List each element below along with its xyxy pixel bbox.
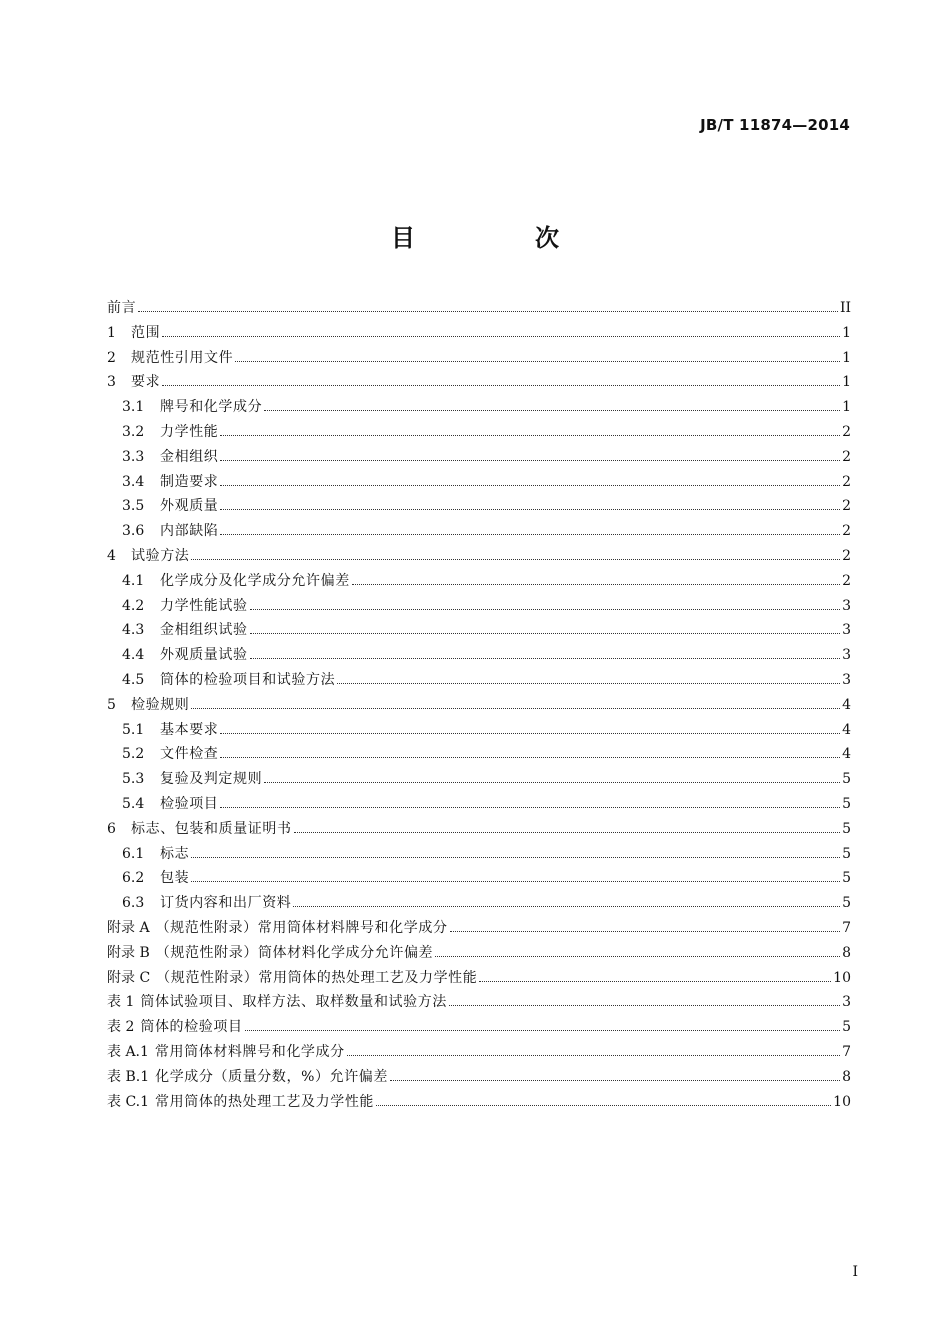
toc-entry-number: 附录 B	[107, 944, 150, 961]
toc-entry-number: 4.3	[122, 622, 145, 639]
dot-leader	[294, 831, 840, 833]
toc-entry-page: 5	[842, 820, 851, 837]
toc-entry[interactable]	[107, 866, 851, 891]
toc-entry-number: 5.1	[122, 721, 145, 738]
toc-entry-page: 3	[842, 622, 851, 639]
toc-entry-title: 检验规则	[131, 696, 190, 713]
toc-entry-number: 4.5	[122, 671, 145, 688]
dot-leader	[220, 434, 840, 436]
toc-entry-page: 5	[842, 771, 851, 788]
toc-entry-page: 2	[842, 498, 851, 515]
dot-leader	[191, 880, 840, 882]
toc-entry-number: 附录 A	[107, 919, 150, 936]
toc-entry-title: 复验及判定规则	[160, 771, 263, 788]
toc-entry-page: 4	[842, 721, 851, 738]
toc-entry-title: 常用筒体材料牌号和化学成分	[154, 1043, 345, 1060]
toc-entry-page: 3	[842, 671, 851, 688]
toc-entry-title: 订货内容和出厂资料	[160, 895, 292, 912]
toc-entry[interactable]	[107, 941, 851, 966]
toc-entry-title: 包装	[160, 870, 190, 887]
toc-entry-title: 前言	[107, 300, 137, 316]
toc-entry-title: 检验项目	[160, 795, 219, 812]
toc-entry-number: 3.4	[122, 473, 145, 490]
toc-entry-number: 表 A.1	[107, 1043, 149, 1060]
dot-leader	[220, 508, 840, 510]
toc-entry-title: 范围	[131, 324, 161, 341]
toc-entry-page: 1	[842, 324, 851, 341]
dot-leader	[250, 657, 840, 659]
dot-leader	[264, 781, 840, 783]
toc-entry-page: 7	[842, 919, 851, 936]
toc-entry-page: 5	[842, 845, 851, 862]
toc-entry[interactable]	[107, 519, 851, 544]
toc-entry-title: 基本要求	[160, 721, 219, 738]
dot-leader	[293, 905, 840, 907]
toc-entry-title: 常用筒体的热处理工艺及力学性能	[155, 1093, 375, 1110]
toc-entry-number: 表 C.1	[107, 1093, 150, 1110]
toc-entry-title: 金相组织试验	[160, 622, 248, 639]
toc-entry[interactable]	[107, 321, 851, 346]
toc-entry-page: 4	[842, 746, 851, 763]
toc-entry[interactable]	[107, 395, 851, 420]
toc-entry-number: 3.3	[122, 448, 145, 465]
toc-entry[interactable]	[107, 296, 851, 321]
toc-entry-title: 制造要求	[160, 473, 219, 490]
toc-entry-page: 5	[842, 795, 851, 812]
dot-leader	[220, 459, 840, 461]
toc-entry-title: 文件检查	[160, 746, 219, 763]
dot-leader	[220, 484, 840, 486]
toc-entry-page: 2	[842, 572, 851, 589]
dot-leader	[191, 707, 840, 709]
toc-entry-title: 力学性能	[160, 423, 219, 440]
toc-entry-page: 3	[842, 597, 851, 614]
toc-entry-number: 3	[107, 374, 116, 391]
toc-entry-number: 6.3	[122, 895, 145, 912]
toc-entry-title: 外观质量试验	[160, 647, 248, 664]
toc-entry-number: 3.2	[122, 423, 145, 440]
toc-entry-title: 标志	[160, 845, 190, 862]
toc-entry-number: 3.6	[122, 523, 145, 540]
toc-entry-page: 2	[842, 423, 851, 440]
toc-entry[interactable]	[107, 1015, 851, 1040]
dot-leader	[138, 310, 838, 312]
toc-entry-title: 外观质量	[160, 498, 219, 515]
toc-entry-number: 3.5	[122, 498, 145, 515]
toc-entry-number: 5.4	[122, 795, 145, 812]
toc-entry-page: 2	[842, 448, 851, 465]
toc-entry-page: 5	[842, 1019, 851, 1036]
toc-entry-title: （规范性附录）筒体材料化学成分允许偏差	[155, 944, 434, 961]
toc-entry-title: 筒体试验项目、取样方法、取样数量和试验方法	[140, 994, 447, 1011]
toc-entry[interactable]	[107, 966, 851, 991]
dot-leader	[390, 1079, 840, 1081]
toc-entry[interactable]	[107, 767, 851, 792]
toc-entry-title: 要求	[131, 374, 161, 391]
toc-entry-title: 内部缺陷	[160, 523, 219, 540]
toc-entry[interactable]	[107, 1065, 851, 1090]
toc-entry[interactable]	[107, 842, 851, 867]
toc-entry[interactable]	[107, 1090, 851, 1115]
dot-leader	[220, 732, 840, 734]
toc-entry-number: 3.1	[122, 399, 145, 416]
toc-entry-number: 4.2	[122, 597, 145, 614]
toc-entry-number: 表 2	[107, 1019, 135, 1036]
toc-entry-number: 6.2	[122, 870, 145, 887]
toc-entry[interactable]	[107, 594, 851, 619]
dot-leader	[435, 955, 840, 957]
toc-entry[interactable]	[107, 916, 851, 941]
toc-entry-title: （规范性附录）常用筒体的热处理工艺及力学性能	[156, 969, 478, 986]
toc-entry[interactable]	[107, 618, 851, 643]
toc-title: 目 次	[391, 223, 607, 252]
toc-entry-page: 2	[842, 523, 851, 540]
toc-entry-title: 金相组织	[160, 448, 219, 465]
toc-entry-page: 1	[842, 374, 851, 391]
toc-entry-title: 化学成分及化学成分允许偏差	[160, 572, 350, 589]
dot-leader	[347, 1054, 840, 1056]
toc-entry-page: 2	[842, 473, 851, 490]
dot-leader	[250, 632, 840, 634]
toc-entry-title: 规范性引用文件	[131, 349, 234, 366]
toc-entry-number: 表 B.1	[107, 1068, 150, 1085]
toc-entry-number: 4.4	[122, 647, 145, 664]
dot-leader	[450, 930, 841, 932]
toc-entry-number: 5.2	[122, 746, 145, 763]
dot-leader	[191, 856, 840, 858]
toc-entry[interactable]	[107, 569, 851, 594]
dot-leader	[352, 583, 840, 585]
dot-leader	[162, 335, 840, 337]
dot-leader	[245, 1029, 841, 1031]
toc-entry-number: 4	[107, 547, 116, 564]
toc-entry-title: 标志、包装和质量证明书	[131, 820, 292, 837]
dot-leader	[250, 608, 840, 610]
toc-entry-number: 1	[107, 324, 116, 341]
toc-entry-title: 力学性能试验	[160, 597, 248, 614]
toc-entry-page: II	[839, 300, 851, 316]
toc-entry[interactable]	[107, 817, 851, 842]
dot-leader	[162, 384, 840, 386]
dot-leader	[337, 682, 840, 684]
toc-entry[interactable]	[107, 420, 851, 445]
toc-entry-page: 7	[842, 1043, 851, 1060]
toc-entry-number: 5.3	[122, 771, 145, 788]
toc-entry-number: 6.1	[122, 845, 145, 862]
dot-leader	[376, 1104, 831, 1106]
toc-entry-page: 4	[842, 696, 851, 713]
document-code: JB/T 11874—2014	[700, 116, 850, 134]
toc-entry[interactable]	[107, 742, 851, 767]
toc-entry-number: 表 1	[107, 994, 135, 1011]
toc-entry[interactable]	[107, 792, 851, 817]
toc-entry-page: 5	[842, 895, 851, 912]
toc-entry-page: 8	[842, 944, 851, 961]
toc-entry-title: 筒体的检验项目和试验方法	[160, 671, 336, 688]
toc-entry[interactable]	[107, 445, 851, 470]
toc-entry[interactable]	[107, 346, 851, 371]
toc-entry-page: 5	[842, 870, 851, 887]
toc-entry-page: 2	[842, 547, 851, 564]
dot-leader	[220, 756, 840, 758]
toc-entry[interactable]	[107, 693, 851, 718]
dot-leader	[235, 360, 840, 362]
toc-entry[interactable]	[107, 990, 851, 1015]
dot-leader	[479, 980, 831, 982]
toc-entry-page: 1	[842, 399, 851, 416]
toc-entry[interactable]	[107, 470, 851, 495]
toc-entry[interactable]	[107, 891, 851, 916]
toc-entry-page: 3	[842, 647, 851, 664]
toc-entry-title: （规范性附录）常用筒体材料牌号和化学成分	[155, 919, 448, 936]
dot-leader	[449, 1004, 840, 1006]
toc-entry[interactable]	[107, 370, 851, 395]
toc-entry[interactable]	[107, 544, 851, 569]
toc-entry[interactable]	[107, 718, 851, 743]
toc-entry-page: 3	[842, 994, 851, 1011]
toc-entry-number: 4.1	[122, 572, 145, 589]
toc-entry-title: 筒体的检验项目	[140, 1019, 243, 1036]
dot-leader	[220, 533, 840, 535]
toc-entry-page: 8	[842, 1068, 851, 1085]
toc-entry[interactable]	[107, 494, 851, 519]
toc-entry-title: 牌号和化学成分	[160, 399, 263, 416]
page-number: I	[852, 1264, 858, 1280]
toc-entry[interactable]	[107, 1040, 851, 1065]
toc-entry-number: 2	[107, 349, 116, 366]
toc-entry-page: 10	[833, 969, 851, 986]
toc-entry-number: 5	[107, 696, 116, 713]
dot-leader	[191, 558, 840, 560]
toc-entry[interactable]	[107, 668, 851, 693]
toc-entry-number: 6	[107, 820, 116, 837]
dot-leader	[220, 806, 840, 808]
dot-leader	[264, 409, 840, 411]
table-of-contents	[107, 296, 851, 1114]
toc-entry[interactable]	[107, 643, 851, 668]
toc-entry-page: 10	[833, 1093, 851, 1110]
toc-entry-page: 1	[842, 349, 851, 366]
toc-entry-title: 试验方法	[131, 547, 190, 564]
toc-entry-number: 附录 C	[107, 969, 151, 986]
toc-entry-title: 化学成分（质量分数，%）允许偏差	[155, 1068, 389, 1085]
